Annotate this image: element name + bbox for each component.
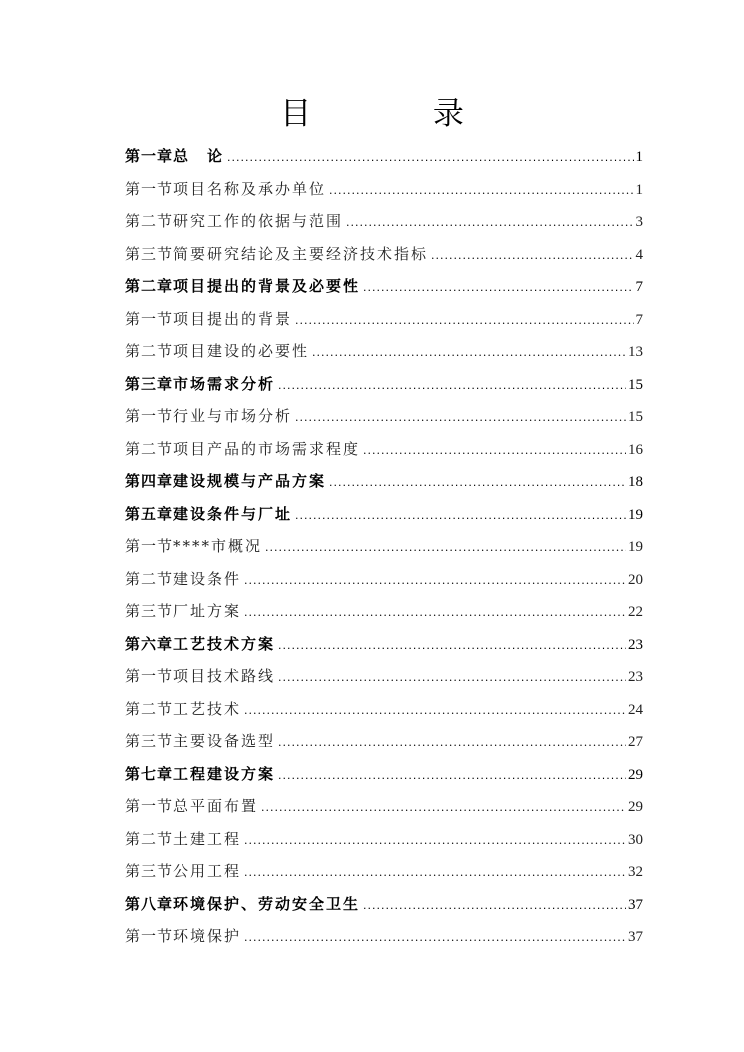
toc-entry-title: 厂址方案 — [173, 602, 242, 620]
toc-dot-leader — [363, 435, 626, 468]
toc-dot-leader — [244, 597, 626, 630]
toc-entry-number: 第三章 — [125, 374, 174, 393]
toc-entry-title: 建设规模与产品方案 — [173, 472, 327, 490]
toc-page-number: 23 — [628, 669, 643, 685]
toc-dot-leader — [278, 370, 626, 403]
toc-entry-number: 第四章 — [125, 472, 174, 490]
toc-entry-number: 第一章 — [125, 147, 174, 165]
toc-page-number: 16 — [628, 441, 643, 458]
toc-page-number: 30 — [628, 831, 643, 848]
toc-entry-title: 建设条件 — [173, 569, 242, 588]
toc-dot-leader — [346, 207, 633, 240]
toc-dot-leader — [329, 467, 626, 500]
toc-entry-title: 总平面布置 — [173, 797, 259, 815]
toc-page-number: 4 — [635, 246, 643, 263]
toc-page-number: 37 — [628, 929, 643, 945]
toc-page-number: 1 — [635, 149, 643, 165]
toc-page-number: 13 — [628, 344, 643, 360]
toc-entry-number: 第一节 — [125, 797, 174, 815]
toc-entry-number: 第一节 — [125, 667, 174, 685]
toc-entry-title: 研究工作的依据与范围 — [173, 212, 344, 230]
toc-dot-leader — [312, 337, 626, 370]
toc-chapter-entry[interactable] — [125, 270, 643, 303]
toc-page-number: 19 — [628, 539, 643, 555]
toc-entry-number: 第六章 — [125, 634, 174, 653]
toc-dot-leader — [363, 890, 626, 923]
toc-dot-leader — [278, 662, 626, 695]
toc-section-entry[interactable] — [125, 790, 643, 823]
toc-entry-title: 建设条件与厂址 — [173, 504, 293, 523]
toc-dot-leader — [431, 240, 633, 273]
toc-entry-title: 主要设备选型 — [173, 732, 276, 750]
toc-dot-leader — [244, 922, 626, 955]
toc-chapter-entry[interactable] — [125, 628, 643, 661]
toc-entry-title: 公用工程 — [173, 862, 242, 880]
toc-dot-leader — [265, 532, 626, 565]
toc-entry-number: 第一节 — [125, 537, 174, 555]
toc-chapter-entry[interactable] — [125, 888, 643, 921]
toc-section-entry[interactable] — [125, 205, 643, 238]
toc-entry-title: 项目提出的背景及必要性 — [173, 277, 361, 295]
toc-entry-number: 第二章 — [125, 277, 174, 295]
toc-dot-leader — [363, 272, 633, 305]
toc-entry-number: 第二节 — [125, 439, 174, 458]
toc-entry-number: 第八章 — [125, 894, 174, 913]
toc-entry-number: 第三节 — [125, 862, 174, 880]
toc-page-number: 3 — [635, 214, 643, 230]
toc-entry-number: 第一节 — [125, 309, 174, 328]
toc-section-entry[interactable] — [125, 693, 643, 726]
toc-section-entry[interactable] — [125, 335, 643, 368]
toc-section-entry[interactable] — [125, 563, 643, 596]
toc-entry-title: 总 论 — [173, 147, 225, 165]
toc-entry-number: 第二节 — [125, 829, 174, 848]
toc-entry-title: 土建工程 — [173, 829, 242, 848]
toc-section-entry[interactable] — [125, 920, 643, 953]
toc-entry-number: 第五章 — [125, 504, 174, 523]
toc-entry-title: 市场需求分析 — [173, 374, 276, 393]
toc-entry-number: 第二节 — [125, 342, 174, 360]
toc-section-entry[interactable] — [125, 660, 643, 693]
toc-section-entry[interactable] — [125, 400, 643, 433]
toc-dot-leader — [295, 402, 626, 435]
toc-dot-leader — [278, 630, 626, 663]
toc-section-entry[interactable] — [125, 303, 643, 336]
toc-entry-title: 工艺技术 — [173, 699, 242, 718]
toc-dot-leader — [244, 857, 626, 890]
toc-dot-leader — [244, 825, 626, 858]
toc-entry-title: 工程建设方案 — [173, 764, 276, 783]
toc-page-number: 29 — [628, 799, 643, 815]
toc-section-entry[interactable] — [125, 173, 643, 206]
toc-entry-title: 项目建设的必要性 — [173, 342, 310, 360]
toc-dot-leader — [278, 727, 626, 760]
toc-entry-number: 第七章 — [125, 764, 174, 783]
toc-page-number: 15 — [628, 409, 643, 425]
toc-page-number: 22 — [628, 604, 643, 620]
toc-page-number: 23 — [628, 636, 643, 653]
toc-dot-leader — [295, 305, 633, 338]
toc-section-entry[interactable] — [125, 530, 643, 563]
toc-entry-number: 第三节 — [125, 732, 174, 750]
toc-page-number: 7 — [635, 279, 643, 295]
toc-dot-leader — [295, 500, 626, 533]
toc-entry-title: 项目名称及承办单位 — [173, 179, 327, 198]
toc-entry-title: 环境保护、劳动安全卫生 — [173, 894, 361, 913]
toc-section-entry[interactable] — [125, 433, 643, 466]
toc-entry-title: 行业与市场分析 — [173, 407, 293, 425]
toc-dot-leader — [227, 142, 633, 175]
toc-section-entry[interactable] — [125, 595, 643, 628]
toc-section-entry[interactable] — [125, 725, 643, 758]
toc-chapter-entry[interactable] — [125, 758, 643, 791]
toc-entry-title: 项目产品的市场需求程度 — [173, 439, 361, 458]
toc-dot-leader — [244, 695, 626, 728]
toc-entry-title: 工艺技术方案 — [173, 634, 276, 653]
toc-chapter-entry[interactable] — [125, 368, 643, 401]
toc-page-number: 24 — [628, 701, 643, 718]
toc-entry-number: 第一节 — [125, 179, 174, 198]
toc-page-number: 19 — [628, 506, 643, 523]
toc-entry-number: 第一节 — [125, 927, 174, 945]
toc-title: 目 录 — [280, 96, 520, 132]
toc-entry-title: ****市概况 — [173, 537, 263, 555]
toc-chapter-entry[interactable] — [125, 140, 643, 173]
toc-page-number: 7 — [635, 311, 643, 328]
toc-dot-leader — [244, 565, 626, 598]
toc-entry-number: 第二节 — [125, 569, 174, 588]
toc-page-number: 18 — [628, 474, 643, 490]
toc-chapter-entry[interactable] — [125, 465, 643, 498]
toc-section-entry[interactable] — [125, 855, 643, 888]
toc-page-number: 15 — [628, 376, 643, 393]
toc-entry-number: 第三节 — [125, 602, 174, 620]
toc-entry-number: 第二节 — [125, 699, 174, 718]
toc-entry-title: 简要研究结论及主要经济技术指标 — [173, 244, 429, 263]
toc-page-number: 29 — [628, 766, 643, 783]
toc-page-number: 32 — [628, 864, 643, 880]
toc-dot-leader — [278, 760, 626, 793]
toc-page-number: 1 — [635, 181, 643, 198]
toc-chapter-entry[interactable] — [125, 498, 643, 531]
toc-section-entry[interactable] — [125, 238, 643, 271]
toc-dot-leader — [329, 175, 633, 208]
toc-section-entry[interactable] — [125, 823, 643, 856]
toc-entry-title: 项目提出的背景 — [173, 309, 293, 328]
toc-entry-number: 第三节 — [125, 244, 174, 263]
toc-page-number: 20 — [628, 571, 643, 588]
toc-entry-number: 第二节 — [125, 212, 174, 230]
toc-dot-leader — [261, 792, 626, 825]
toc-page-number: 37 — [628, 896, 643, 913]
toc-entry-number: 第一节 — [125, 407, 174, 425]
toc-entry-title: 环境保护 — [173, 927, 242, 945]
toc-entry-title: 项目技术路线 — [173, 667, 276, 685]
toc-page-number: 27 — [628, 734, 643, 750]
table-of-contents — [125, 140, 643, 953]
